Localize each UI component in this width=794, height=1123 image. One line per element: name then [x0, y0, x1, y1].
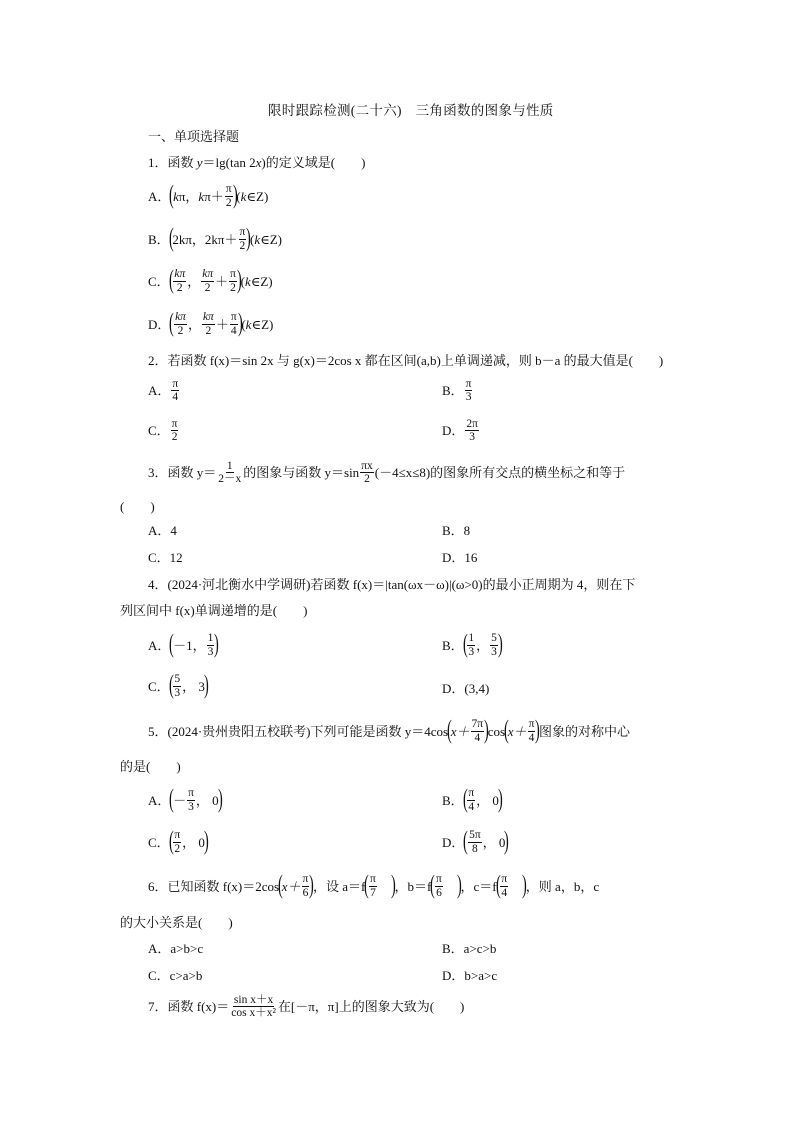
section-heading: 一、单项选择题	[148, 129, 240, 144]
q6-option-b[interactable]: B．a>c>b	[442, 941, 497, 956]
q4-option-d[interactable]: D．(3,4)	[442, 681, 490, 696]
question-6-stem: 6．已知函数 f(x)＝2cos ( x＋ $\frac{\pi}{6}$ ) ，设 a＝f ( $\frac{\pi}{7}$ ) ，b＝f ( $\frac{\pi}{6}$ ) ，c＝f ( $\frac{\pi}{4}$ ) ，则 a，b，c	[148, 870, 600, 899]
q6-option-d[interactable]: D．b>a>c	[442, 968, 498, 983]
q6-option-a[interactable]: A．a>b>c	[148, 941, 204, 956]
question-6-line2: 的大小关系是( )	[120, 915, 233, 930]
question-1-stem: 1．函数 y＝lg(tan 2x)的定义域是( )	[148, 155, 366, 170]
q4-option-c[interactable]: C． ( $\frac{5}{3}$ ， 3 )	[148, 670, 209, 699]
q1-option-d[interactable]: D． ( $\frac{k\pi}{2}$ ， $\frac{k\pi}{2}$ ＋ $\frac{\pi}{4}$ ) ( k ∈Z)	[148, 308, 274, 337]
q1-option-a[interactable]: A． ( k π， k π＋ $\frac{\pi}{2}$ ) ( k ∈Z)	[148, 180, 269, 209]
q3-option-d[interactable]: D．16	[442, 550, 478, 565]
q5-option-b[interactable]: B． ( $\frac{\pi}{4}$ ， 0 )	[442, 784, 503, 813]
q3-option-b[interactable]: B．8	[442, 523, 471, 538]
q2-option-d[interactable]: D． $\frac{2\pi}{3}$	[442, 418, 478, 444]
q4-option-a[interactable]: A． ( －1， $\frac{1}{3}$ )	[148, 629, 220, 658]
page-title: 限时跟踪检测(二十六) 三角函数的图象与性质	[268, 103, 554, 118]
q2-option-c[interactable]: C． $\frac{\pi}{2}$	[148, 418, 178, 444]
question-4-line1: 4．(2024·河北衡水中学调研)若函数 f(x)＝|tan(ωx－ω)|(ω>0)的最小正周期为 4，则在下	[148, 577, 636, 592]
q5-option-c[interactable]: C． ( $\frac{\pi}{2}$ ， 0 )	[148, 826, 209, 855]
question-4-line2: 列区间中 f(x)单调递增的是( )	[120, 603, 308, 618]
q6-option-c[interactable]: C．c>a>b	[148, 968, 203, 983]
q3-answer-paren: ( )	[120, 499, 155, 514]
q3-option-a[interactable]: A．4	[148, 523, 177, 538]
question-5-stem: 5．(2024·贵州贵阳五校联考)下列可能是函数 y＝4cos ( x＋ $\frac{7\pi}{4}$ ) cos ( x＋ $\frac{\pi}{4}$ ) 图象的对称中心	[148, 715, 631, 744]
q1-option-c[interactable]: C． ( $\frac{k\pi}{2}$ ， $\frac{k\pi}{2}$ ＋ $\frac{\pi}{2}$ ) ( k ∈Z)	[148, 265, 273, 294]
q5-option-a[interactable]: A． ( － $\frac{\pi}{3}$ ， 0 )	[148, 784, 223, 813]
question-2-stem: 2．若函数 f(x)＝sin 2x 与 g(x)＝2cos x 都在区间(a,b)上单调递减，则 b－a 的最大值是( )	[148, 353, 664, 368]
q2-option-b[interactable]: B． $\frac{\pi}{3}$	[442, 378, 472, 404]
q1-option-b[interactable]: B． ( 2k π， 2k π＋ $\frac{\pi}{2}$ ) ( k ∈Z)	[148, 223, 283, 252]
q4-option-b[interactable]: B． ( $\frac{1}{3}$ ， $\frac{5}{3}$ )	[442, 629, 503, 658]
question-3-stem: 3．函数 y＝ $\frac{1}{2-x}$ 的图象与函数 y＝sin $\frac{\pi x}{2}$ (－4≤x≤8)的图象所有交点的横坐标之和等于	[148, 460, 626, 486]
question-7-stem: 7．函数 f(x)＝ $\frac{\text{sin x＋x}}{\text{cos x＋x²}}$ 在[－π，π]上的图象大致为( )	[148, 994, 465, 1020]
question-5-line2: 的是( )	[120, 759, 181, 774]
q2-option-a[interactable]: A． $\frac{\pi}{4}$	[148, 378, 179, 404]
q3-option-c[interactable]: C．12	[148, 550, 183, 565]
q5-option-d[interactable]: D． ( $\frac{5\pi}{8}$ ， 0 )	[442, 826, 510, 855]
